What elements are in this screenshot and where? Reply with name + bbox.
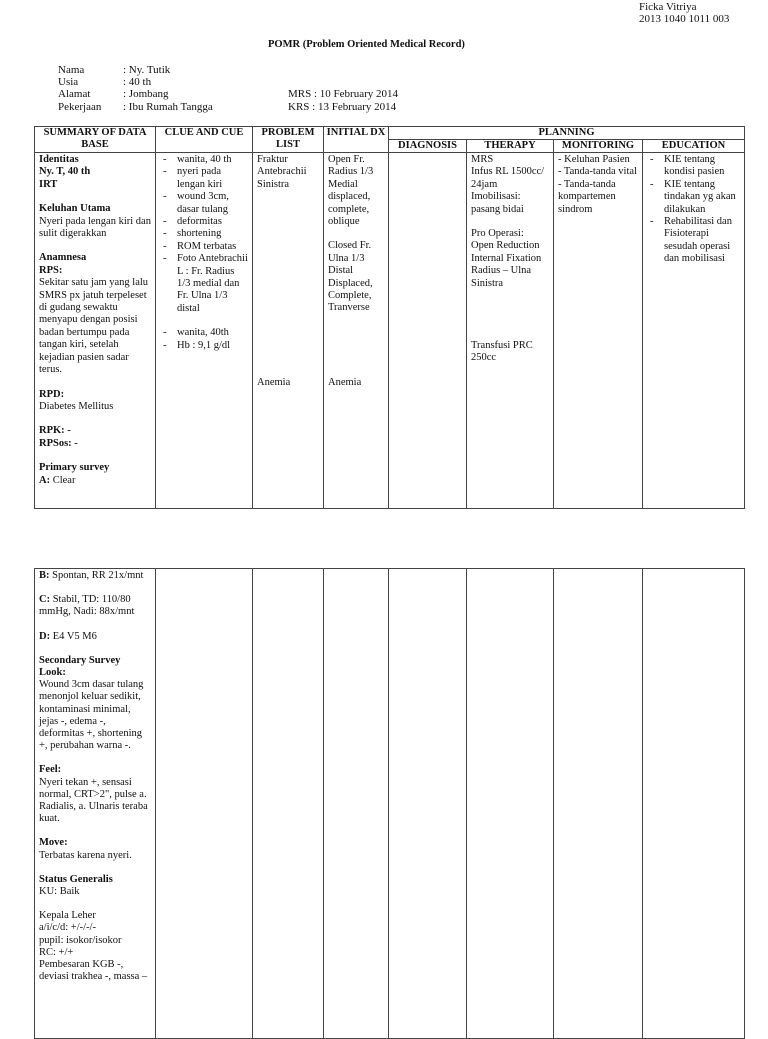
header-clue: CLUE AND CUE — [156, 127, 253, 153]
clue-item: - nyeri pada lengan kiri — [160, 166, 248, 191]
author-id: 2013 1040 1011 003 — [639, 13, 730, 25]
breathing-line — [39, 570, 151, 582]
feel-heading: Feel: — [39, 764, 62, 776]
identitas-heading: Identitas — [39, 154, 79, 165]
education-item: - Rehabilitasi dan Fisioterapi sesudah operasi dan mobilisasi — [647, 216, 740, 266]
feel-text: Nyeri tekan +, sensasi normal, CRT>2", pulse a. Radialis, a. Ulnaris teraba kuat. — [39, 776, 148, 825]
clue-item: - wanita, 40 th — [160, 154, 248, 166]
circulation-label: C: — [39, 594, 51, 606]
document-title: POMR (Problem Oriented Medical Record) — [268, 39, 465, 50]
problem-list-cell — [253, 153, 324, 509]
therapy-cell — [467, 153, 554, 509]
header-initial-dx: INITIAL DX — [324, 127, 389, 153]
clue-item: - wanita, 40th — [160, 327, 248, 339]
empty-cell — [156, 569, 253, 1039]
clue-list-fracture — [160, 154, 248, 315]
initial-dx-radius: Open Fr. Radius 1/3 Medial displaced, complete, oblique — [328, 154, 374, 228]
monitoring-cell — [554, 153, 643, 509]
airway-label: A: — [39, 474, 51, 486]
rpsos-text: RPSos: - — [39, 437, 78, 449]
patient-row-address — [58, 88, 418, 100]
rpk-text: RPK: - — [39, 425, 71, 437]
patient-label: Nama — [58, 64, 85, 76]
rpd-text: Diabetes Mellitus — [39, 400, 114, 412]
author-block — [639, 1, 729, 25]
empty-cell — [467, 569, 554, 1039]
clue-cell — [156, 153, 253, 509]
header-monitoring: MONITORING — [554, 140, 643, 153]
status-generalis-heading: Status Generalis — [39, 873, 113, 885]
therapy-item: Imobilisasi: pasang bidai — [471, 191, 524, 215]
rps-text: Sekitar satu jam yang lalu SMRS px jatuh terpeleset di gudang sewaktu menyapu dengan posisi badan bertumpu pada tangan kiri, setelah kejadian pasien sadar terus. — [39, 277, 149, 376]
disability-label: D: — [39, 630, 51, 642]
clue-item: - shortening — [160, 228, 248, 240]
empty-cell — [643, 569, 745, 1039]
therapy-transfusion: Transfusi PRC 250cc — [471, 340, 533, 364]
disability-line — [39, 631, 151, 643]
keluhan-text: Nyeri pada lengan kiri dan sulit digerakkan — [39, 215, 151, 240]
empty-cell — [253, 569, 324, 1039]
empty-cell — [389, 569, 467, 1039]
patient-value: : 40 th — [123, 76, 152, 89]
summary-cell — [35, 153, 156, 509]
problem-fracture: Fraktur Antebrachii Sinistra — [257, 154, 307, 190]
clue-item: - deformitas — [160, 216, 248, 228]
patient-value: : Jombang — [123, 88, 169, 101]
circulation-line — [39, 594, 151, 618]
patient-label: Pekerjaan — [58, 100, 102, 113]
airway-value: Clear — [50, 474, 76, 486]
education-cell — [643, 153, 745, 509]
clue-item: - Hb : 9,1 g/dl — [160, 340, 248, 352]
breathing-value: Spontan, RR 21x/mnt — [49, 570, 144, 581]
clue-list-anemia — [160, 327, 248, 352]
kepala-leher-text: Kepala Leher — [39, 910, 96, 922]
initial-dx-anemia: Anemia — [328, 376, 362, 388]
airway-line — [39, 475, 151, 487]
header-diagnosis: DIAGNOSIS — [389, 140, 467, 153]
header-problem-list: PROBLEM LIST — [253, 127, 324, 153]
rps-heading: RPS: — [39, 264, 63, 276]
breathing-label: B: — [39, 570, 50, 581]
header-summary: SUMMARY OF DATA BASE — [35, 127, 156, 153]
disability-value: E4 V5 M6 — [50, 630, 97, 642]
therapy-item: MRS — [471, 154, 494, 165]
rc-text: RC: +/+ — [39, 946, 74, 958]
education-list — [647, 154, 740, 266]
author-name: Ficka Vitriya — [639, 1, 697, 13]
aicd-text: a/i/c/d: +/-/-/- — [39, 922, 96, 934]
patient-value: : Ibu Rumah Tangga — [123, 100, 213, 113]
empty-cell — [554, 569, 643, 1039]
therapy-operation: Pro Operasi: Open Reduction Internal Fixation Radius – Ulna Sinistra — [471, 228, 542, 289]
monitoring-item: - Tanda-tanda kompartemen sindrom — [558, 178, 616, 215]
patient-value: : Ny. Tutik — [123, 64, 171, 76]
initial-dx-cell — [324, 153, 389, 509]
move-text: Terbatas karena nyeri. — [39, 849, 132, 861]
kgb-text: Pembesaran KGB -, deviasi trakhea -, massa – — [39, 959, 148, 983]
identitas-line: IRT — [39, 178, 58, 190]
therapy-item: Infus RL 1500cc/ 24jam — [471, 166, 545, 190]
patient-info — [58, 64, 418, 113]
identitas-line: Ny. T, 40 th — [39, 166, 91, 178]
discharge-date: KRS : 13 February 2014 — [288, 100, 397, 113]
empty-cell — [324, 569, 389, 1039]
rpd-heading: RPD: — [39, 388, 65, 400]
diagnosis-cell — [389, 153, 467, 509]
monitoring-item: - Keluhan Pasien — [558, 154, 630, 165]
move-heading: Move: — [39, 837, 68, 849]
summary-cell-continued — [35, 569, 156, 1039]
look-text: Wound 3cm dasar tulang menonjol keluar sedikit, kontaminasi minimal, jejas -, edema -, deformitas +, shortening +, perubahan warna -. — [39, 679, 144, 752]
patient-row-occupation — [58, 101, 418, 113]
header-education: EDUCATION — [643, 140, 745, 153]
circulation-value: Stabil, TD: 110/80 mmHg, Nadi: 88x/mnt — [39, 594, 135, 618]
pupil-text: pupil: isokor/isokor — [39, 934, 122, 946]
admission-date: MRS : 10 February 2014 — [288, 88, 398, 101]
pomr-table-page1 — [34, 126, 745, 509]
clue-item: - wound 3cm, dasar tulang — [160, 191, 248, 216]
education-item: - KIE tentang tindakan yg akan dilakukan — [647, 179, 740, 216]
initial-dx-ulna: Closed Fr. Ulna 1/3 Distal Displaced, Complete, Tranverse — [328, 240, 373, 314]
patient-label: Alamat — [58, 88, 91, 101]
clue-item: - Foto Antebrachii L : Fr. Radius 1/3 medial dan Fr. Ulna 1/3 distal — [160, 253, 248, 315]
clue-item: - ROM terbatas — [160, 241, 248, 253]
problem-anemia: Anemia — [257, 377, 291, 389]
patient-row-age — [58, 76, 418, 88]
look-heading: Look: — [39, 667, 66, 679]
header-planning: PLANNING — [389, 127, 745, 140]
monitoring-item: - Tanda-tanda vital — [558, 166, 637, 178]
secondary-survey-heading: Secondary Survey — [39, 654, 121, 666]
keluhan-heading: Keluhan Utama — [39, 203, 111, 215]
header-therapy: THERAPY — [467, 140, 554, 153]
ku-text: KU: Baik — [39, 886, 80, 898]
patient-label: Usia — [58, 76, 79, 89]
pomr-table-page2 — [34, 568, 745, 1039]
anamnesa-heading: Anamnesa — [39, 252, 87, 264]
primary-survey-heading: Primary survey — [39, 462, 110, 474]
education-item: - KIE tentang kondisi pasien — [647, 154, 740, 179]
patient-row-name — [58, 64, 418, 76]
